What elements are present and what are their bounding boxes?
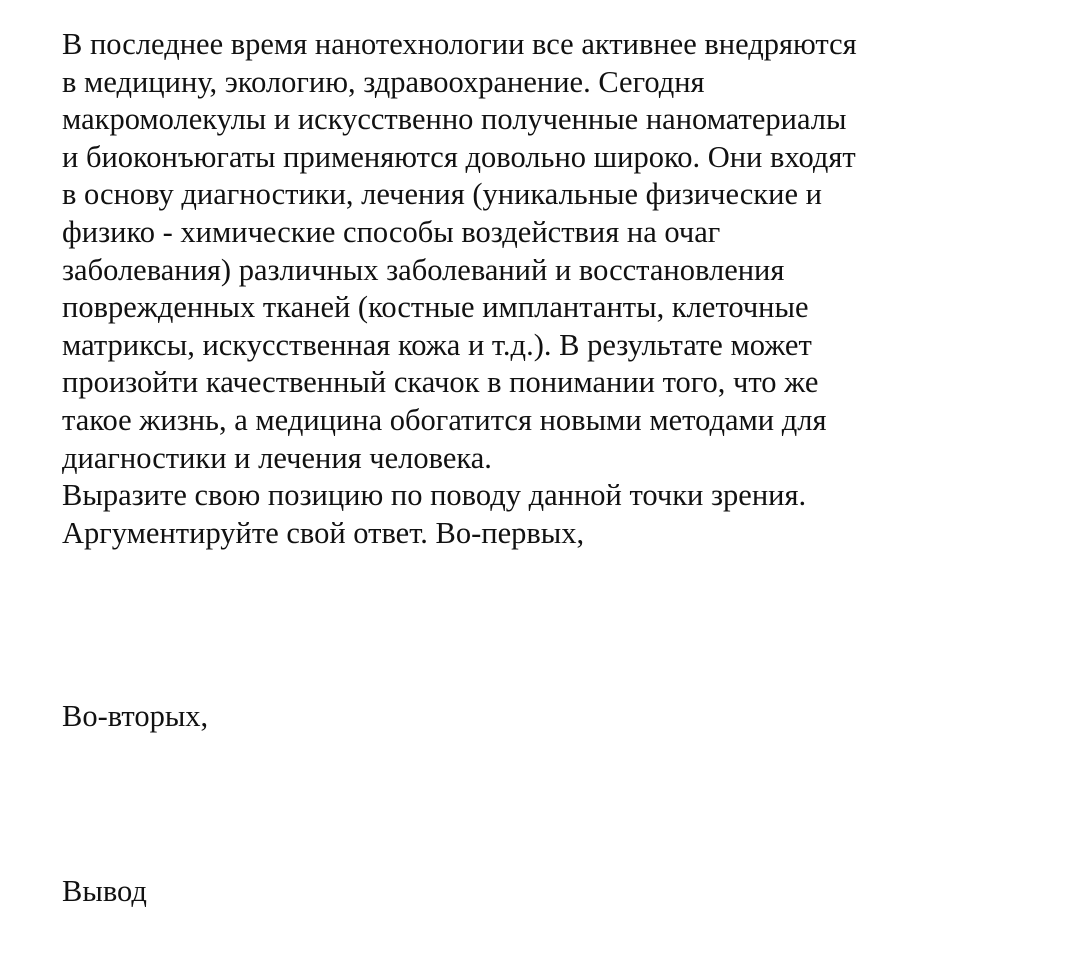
paragraph-line-12: диагностики и лечения человека. — [62, 440, 492, 475]
paragraph-line-1: В последнее время нанотехнологии все активнее внедряются — [62, 27, 857, 61]
task-line-2: Аргументируйте свой ответ. Во-первых, — [62, 515, 585, 550]
conclusion-label: Вывод — [62, 874, 147, 908]
paragraph-line-5: в основу диагностики, лечения (уникальные физические и — [62, 177, 822, 212]
paragraph-line-6: физико - химические способы воздействия на очаг — [62, 214, 721, 249]
paragraph-line-10: произойти качественный скачок в понимании того, что же — [62, 365, 819, 400]
paragraph-line-2: в медицину, экологию, здравоохранение. Сегодня — [62, 64, 705, 99]
paragraph-line-3: макромолекулы и искусственно полученные наноматериалы — [62, 102, 847, 137]
paragraph-line-11: такое жизнь, а медицина обогатится новыми методами для — [62, 402, 827, 437]
task-line-1: Выразите свою позицию по поводу данной точки зрения. — [62, 478, 807, 513]
paragraph-line-9: матриксы, искусственная кожа и т.д.). В результате может — [62, 327, 812, 362]
paragraph-line-4: и биоконъюгаты применяются довольно широко. Они входят — [62, 139, 856, 174]
essay-prompt — [62, 26, 1022, 552]
paragraph-line-7: заболевания) различных заболеваний и восстановления — [62, 252, 785, 287]
second-argument-label: Во-вторых, — [62, 699, 209, 733]
paragraph-line-8: поврежденных тканей (костные имплантанты, клеточные — [62, 290, 809, 325]
